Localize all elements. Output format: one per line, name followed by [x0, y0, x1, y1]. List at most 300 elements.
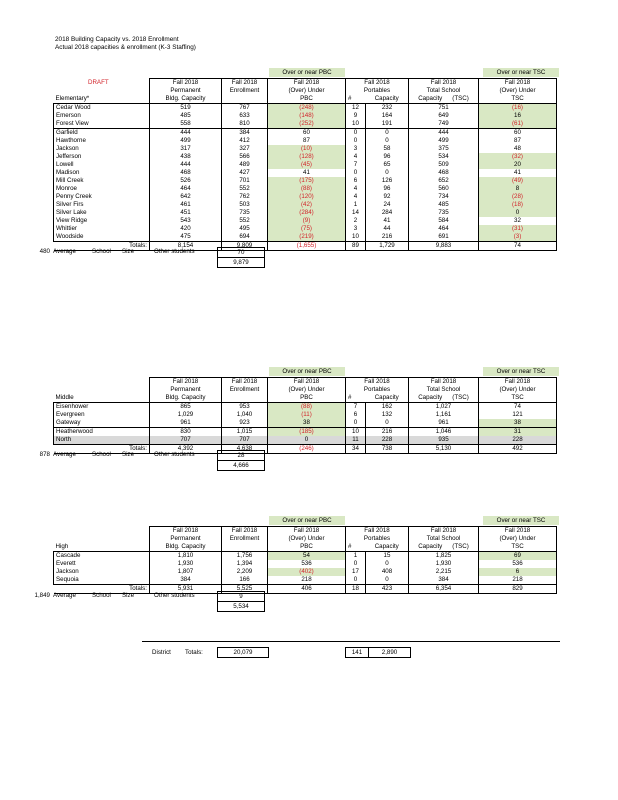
portables-count: 10: [346, 428, 366, 437]
header-row: [54, 95, 557, 104]
column-header: [54, 527, 150, 536]
column-header: Fall 2018: [409, 527, 479, 536]
other-students-label: Other students: [154, 451, 195, 458]
school-name: Sequoia: [54, 576, 150, 585]
divider-line: [142, 641, 560, 642]
over-under-tsc: 32: [479, 217, 557, 225]
portables-count: 0: [346, 169, 366, 177]
total-school-capacity: 735: [409, 209, 479, 217]
column-header-text: (TSC): [452, 95, 469, 102]
enrollment: 762: [222, 193, 268, 201]
enrollment: 566: [222, 153, 268, 161]
column-header: PBC: [268, 543, 346, 552]
district-portables-count: 141: [345, 647, 369, 658]
building-capacity: 317: [150, 145, 222, 153]
building-capacity: 384: [150, 576, 222, 585]
column-header: Bldg. Capacity: [150, 543, 222, 552]
table-row: [54, 411, 557, 419]
portables-capacity: 228: [366, 436, 409, 445]
over-under-tsc: 41: [479, 169, 557, 177]
building-capacity: 420: [150, 225, 222, 233]
total-school-capacity: 652: [409, 177, 479, 185]
total-school-capacity: 749: [409, 120, 479, 129]
building-capacity: 461: [150, 201, 222, 209]
portables-count: 17: [346, 568, 366, 576]
over-under-tsc: 0: [479, 209, 557, 217]
over-under-pbc: (120): [268, 193, 346, 201]
column-header-text: Capacity: [418, 95, 443, 102]
over-under-pbc: (128): [268, 153, 346, 161]
pbc-banner: Over or near PBC: [269, 367, 345, 376]
over-under-tsc: 31: [479, 428, 557, 437]
column-header: Fall 2018: [346, 527, 409, 536]
enrollment: 694: [222, 233, 268, 242]
enrollment: 633: [222, 112, 268, 120]
enrollment: 701: [222, 177, 268, 185]
portables-count: 14: [346, 209, 366, 217]
column-header: Bldg. Capacity: [150, 394, 222, 403]
total-capacity: 8,154: [150, 242, 222, 251]
column-header: (Over) Under: [479, 87, 557, 95]
school-name: Silver Firs: [54, 201, 150, 209]
column-header: Fall 2018: [346, 378, 409, 387]
portables-capacity: 44: [366, 225, 409, 233]
report-header: [55, 36, 196, 52]
total-over-under-pbc: 406: [268, 585, 346, 594]
building-capacity: 1,930: [150, 560, 222, 568]
avg-label: Average: [53, 451, 76, 458]
total-school-capacity: 9,883: [409, 242, 479, 251]
column-header: [222, 394, 268, 403]
over-under-tsc: 228: [479, 436, 557, 445]
over-under-pbc: 54: [268, 552, 346, 561]
building-capacity: 558: [150, 120, 222, 129]
column-header-text: Capacity: [418, 543, 443, 550]
portables-capacity: 92: [366, 193, 409, 201]
over-under-tsc: (32): [479, 153, 557, 161]
grand-total: 9,879: [217, 257, 265, 268]
school-name: Cascade: [54, 552, 150, 561]
total-school-capacity: 649: [409, 112, 479, 120]
over-under-tsc: 218: [479, 576, 557, 585]
table-row: [54, 419, 557, 428]
column-header: Capacity: [366, 95, 409, 104]
total-school-capacity: 485: [409, 201, 479, 209]
enrollment: 2,209: [222, 568, 268, 576]
portables-capacity: 0: [366, 560, 409, 568]
other-students-value: 9: [217, 591, 265, 602]
total-over-under-tsc: 829: [479, 585, 557, 594]
total-school-capacity: 1,161: [409, 411, 479, 419]
school-name: Jefferson: [54, 153, 150, 161]
header-row: [54, 87, 557, 95]
portables-capacity: 24: [366, 201, 409, 209]
portables-capacity: 126: [366, 177, 409, 185]
column-header: High: [54, 543, 150, 552]
over-under-tsc: 16: [479, 112, 557, 120]
column-header: Portables: [346, 87, 409, 95]
school-name: Hawthorne: [54, 137, 150, 145]
column-header: Fall 2018: [268, 527, 346, 536]
portables-count: 4: [346, 153, 366, 161]
portables-count: 1: [346, 201, 366, 209]
school-label: School: [92, 248, 111, 255]
table-row: [54, 112, 557, 120]
header-row: [54, 535, 557, 543]
building-capacity: 642: [150, 193, 222, 201]
total-school-capacity: 691: [409, 233, 479, 242]
column-header: Total School: [409, 386, 479, 394]
enrollment: 767: [222, 104, 268, 113]
column-header: #: [346, 95, 366, 104]
enrollment: 384: [222, 129, 268, 138]
school-name: View Ridge: [54, 217, 150, 225]
totals-label: Totals:: [54, 445, 150, 454]
column-header-text: (TSC): [452, 394, 469, 401]
enrollment: 953: [222, 403, 268, 412]
header-line-1: 2018 Building Capacity vs. 2018 Enrollment: [55, 36, 179, 43]
column-header: Bldg. Capacity: [150, 95, 222, 104]
table-row: [54, 217, 557, 225]
table-row: [54, 153, 557, 161]
building-capacity: 468: [150, 169, 222, 177]
total-portables: 89: [346, 242, 366, 251]
over-under-tsc: 74: [479, 403, 557, 412]
column-header: Fall 2018: [150, 527, 222, 536]
over-under-tsc: 8: [479, 185, 557, 193]
totals-label: Totals:: [54, 585, 150, 594]
table-row: [54, 201, 557, 209]
pbc-banner: Over or near PBC: [269, 516, 345, 525]
table-row: [54, 576, 557, 585]
table-row: [54, 209, 557, 217]
table-row: [54, 233, 557, 242]
portables-capacity: 0: [366, 419, 409, 428]
total-school-capacity: 444: [409, 129, 479, 138]
building-capacity: 865: [150, 403, 222, 412]
table-row: [54, 145, 557, 153]
school-name: Garfield: [54, 129, 150, 138]
total-school-capacity: 961: [409, 419, 479, 428]
total-enrollment: 5,525: [222, 585, 268, 594]
total-school-capacity: 464: [409, 225, 479, 233]
building-capacity: 1,810: [150, 552, 222, 561]
total-school-capacity: 1,825: [409, 552, 479, 561]
column-header: (Over) Under: [479, 386, 557, 394]
portables-count: 4: [346, 193, 366, 201]
total-school-capacity: 499: [409, 137, 479, 145]
portables-count: 10: [346, 233, 366, 242]
over-under-tsc: (16): [479, 104, 557, 113]
total-portables-capacity: 1,729: [366, 242, 409, 251]
district-label: District: [152, 649, 171, 656]
column-header: Fall 2018: [222, 378, 268, 387]
table-row: [54, 169, 557, 177]
portables-count: 11: [346, 436, 366, 445]
over-under-tsc: 60: [479, 129, 557, 138]
portables-capacity: 41: [366, 217, 409, 225]
portables-capacity: 164: [366, 112, 409, 120]
portables-count: 0: [346, 560, 366, 568]
over-under-tsc: (49): [479, 177, 557, 185]
over-under-pbc: 41: [268, 169, 346, 177]
other-students-value: 70: [217, 247, 265, 258]
header-row: [54, 543, 557, 552]
building-capacity: 1,807: [150, 568, 222, 576]
over-under-pbc: (42): [268, 201, 346, 209]
school-name: Eisenhower: [54, 403, 150, 412]
building-capacity: 499: [150, 137, 222, 145]
school-name: Heatherwood: [54, 428, 150, 437]
total-portables-capacity: 423: [366, 585, 409, 594]
table-row: [54, 568, 557, 576]
column-header: (Over) Under: [268, 87, 346, 95]
column-header: Fall 2018: [479, 378, 557, 387]
column-header: Total School: [409, 87, 479, 95]
column-header: [409, 394, 479, 403]
total-over-under-tsc: 492: [479, 445, 557, 454]
school-name: Mill Creek: [54, 177, 150, 185]
over-under-pbc: (185): [268, 428, 346, 437]
total-enrollment: 9,809: [222, 242, 268, 251]
over-under-pbc: 218: [268, 576, 346, 585]
column-header: [54, 378, 150, 387]
tsc-banner: Over or near TSC: [483, 68, 559, 77]
over-under-pbc: (75): [268, 225, 346, 233]
over-under-pbc: (11): [268, 411, 346, 419]
enrollment: 735: [222, 209, 268, 217]
over-under-pbc: 0: [268, 436, 346, 445]
school-name: Whittier: [54, 225, 150, 233]
total-school-capacity: 2,215: [409, 568, 479, 576]
other-students-label: Other students: [154, 248, 195, 255]
portables-count: 6: [346, 177, 366, 185]
total-capacity: 5,931: [150, 585, 222, 594]
school-name: Penny Creek: [54, 193, 150, 201]
table-row: [54, 129, 557, 138]
over-under-tsc: 536: [479, 560, 557, 568]
building-capacity: 444: [150, 129, 222, 138]
over-under-tsc: 121: [479, 411, 557, 419]
column-header: Fall 2018: [346, 79, 409, 88]
over-under-tsc: 69: [479, 552, 557, 561]
column-header: Fall 2018: [268, 378, 346, 387]
district-portables-capacity: 2,890: [368, 647, 411, 658]
school-name: Emerson: [54, 112, 150, 120]
portables-count: 7: [346, 403, 366, 412]
portables-capacity: 0: [366, 576, 409, 585]
school-name: Madison: [54, 169, 150, 177]
district-totals-label: Totals:: [185, 649, 203, 656]
header-row: [54, 394, 557, 403]
column-header: Fall 2018: [479, 79, 557, 88]
avg-value: 480: [39, 248, 50, 255]
total-school-capacity: 935: [409, 436, 479, 445]
table-row: [54, 185, 557, 193]
school-name: Jackson: [54, 568, 150, 576]
over-under-pbc: (402): [268, 568, 346, 576]
table-row: [54, 560, 557, 568]
column-header: Portables: [346, 386, 409, 394]
enrollment: 707: [222, 436, 268, 445]
high-table: [53, 526, 557, 594]
column-header: (Over) Under: [479, 535, 557, 543]
column-header: Elementary*: [54, 95, 150, 104]
column-header: [409, 95, 479, 104]
total-capacity: 4,392: [150, 445, 222, 454]
portables-capacity: 0: [366, 169, 409, 177]
column-header: Middle: [54, 394, 150, 403]
building-capacity: 519: [150, 104, 222, 113]
column-header-text: Capacity: [418, 394, 443, 401]
total-school-capacity: 1,930: [409, 560, 479, 568]
total-school-capacity: 468: [409, 169, 479, 177]
building-capacity: 707: [150, 436, 222, 445]
column-header: Enrollment: [222, 87, 268, 95]
building-capacity: 444: [150, 161, 222, 169]
column-header: [409, 543, 479, 552]
over-under-pbc: (175): [268, 177, 346, 185]
over-under-tsc: (3): [479, 233, 557, 242]
column-header: Fall 2018: [150, 378, 222, 387]
table-row: [54, 177, 557, 185]
building-capacity: 485: [150, 112, 222, 120]
total-over-under-tsc: 74: [479, 242, 557, 251]
school-name: Evergreen: [54, 411, 150, 419]
header-line-2: Actual 2018 capacities & enrollment (K-3 Staffing): [55, 44, 196, 51]
enrollment: 810: [222, 120, 268, 129]
column-header: Permanent: [150, 87, 222, 95]
total-portables: 34: [346, 445, 366, 454]
enrollment: 327: [222, 145, 268, 153]
over-under-pbc: (248): [268, 104, 346, 113]
school-name: Lowell: [54, 161, 150, 169]
header-row: [54, 79, 557, 88]
over-under-pbc: 536: [268, 560, 346, 568]
column-header: TSC: [479, 394, 557, 403]
total-school-capacity: 734: [409, 193, 479, 201]
size-label: Size: [122, 592, 135, 599]
total-over-under-pbc: (1,655): [268, 242, 346, 251]
column-header: #: [346, 543, 366, 552]
header-row: [54, 386, 557, 394]
total-school-capacity: 509: [409, 161, 479, 169]
school-label: School: [92, 451, 111, 458]
over-under-pbc: (88): [268, 403, 346, 412]
table-row: [54, 552, 557, 561]
portables-count: 0: [346, 419, 366, 428]
portables-capacity: 216: [366, 428, 409, 437]
portables-count: 0: [346, 576, 366, 585]
total-school-capacity: 5,130: [409, 445, 479, 454]
enrollment: 552: [222, 217, 268, 225]
portables-capacity: 216: [366, 233, 409, 242]
portables-count: 0: [346, 137, 366, 145]
over-under-tsc: (31): [479, 225, 557, 233]
portables-capacity: 58: [366, 145, 409, 153]
portables-capacity: 284: [366, 209, 409, 217]
portables-capacity: 0: [366, 137, 409, 145]
portables-capacity: 96: [366, 153, 409, 161]
table-row: [54, 137, 557, 145]
building-capacity: 438: [150, 153, 222, 161]
portables-capacity: 96: [366, 185, 409, 193]
portables-count: 3: [346, 145, 366, 153]
other-students-value: 28: [217, 450, 265, 461]
column-header: (Over) Under: [268, 386, 346, 394]
header-row: [54, 378, 557, 387]
grand-total: 5,534: [217, 601, 265, 612]
portables-capacity: 15: [366, 552, 409, 561]
column-header: #: [346, 394, 366, 403]
column-header: Fall 2018: [409, 378, 479, 387]
over-under-tsc: 20: [479, 161, 557, 169]
column-header: [222, 95, 268, 104]
table-row: [54, 428, 557, 437]
portables-count: 1: [346, 552, 366, 561]
column-header: PBC: [268, 394, 346, 403]
portables-capacity: 232: [366, 104, 409, 113]
pbc-banner: Over or near PBC: [269, 68, 345, 77]
over-under-pbc: 38: [268, 419, 346, 428]
total-school-capacity: 534: [409, 153, 479, 161]
over-under-pbc: (88): [268, 185, 346, 193]
column-header: [54, 386, 150, 394]
school-name: Silver Lake: [54, 209, 150, 217]
building-capacity: 526: [150, 177, 222, 185]
column-header: Capacity: [366, 394, 409, 403]
portables-capacity: 162: [366, 403, 409, 412]
school-label: School: [92, 592, 111, 599]
column-header: Capacity: [366, 543, 409, 552]
school-name: Gateway: [54, 419, 150, 428]
portables-count: 7: [346, 161, 366, 169]
size-label: Size: [122, 248, 135, 255]
over-under-pbc: 87: [268, 137, 346, 145]
enrollment: 1,040: [222, 411, 268, 419]
enrollment: 495: [222, 225, 268, 233]
school-name: Woodside: [54, 233, 150, 242]
enrollment: 923: [222, 419, 268, 428]
column-header: PBC: [268, 95, 346, 104]
grand-total: 4,666: [217, 460, 265, 471]
draft-stamp: DRAFT: [88, 79, 109, 86]
column-header: Permanent: [150, 535, 222, 543]
building-capacity: 464: [150, 185, 222, 193]
column-header: [54, 535, 150, 543]
school-name: Monroe: [54, 185, 150, 193]
school-name: Everett: [54, 560, 150, 568]
portables-count: 12: [346, 104, 366, 113]
school-name: North: [54, 436, 150, 445]
portables-capacity: 408: [366, 568, 409, 576]
enrollment: 489: [222, 161, 268, 169]
table-row: [54, 161, 557, 169]
portables-capacity: 191: [366, 120, 409, 129]
column-header: Fall 2018: [479, 527, 557, 536]
over-under-tsc: 48: [479, 145, 557, 153]
portables-capacity: 132: [366, 411, 409, 419]
building-capacity: 451: [150, 209, 222, 217]
column-header: Fall 2018: [268, 79, 346, 88]
middle-table: [53, 377, 557, 454]
school-name: Forest View: [54, 120, 150, 129]
total-school-capacity: 384: [409, 576, 479, 585]
column-header: Enrollment: [222, 386, 268, 394]
enrollment: 503: [222, 201, 268, 209]
over-under-tsc: 6: [479, 568, 557, 576]
size-label: Size: [122, 451, 135, 458]
